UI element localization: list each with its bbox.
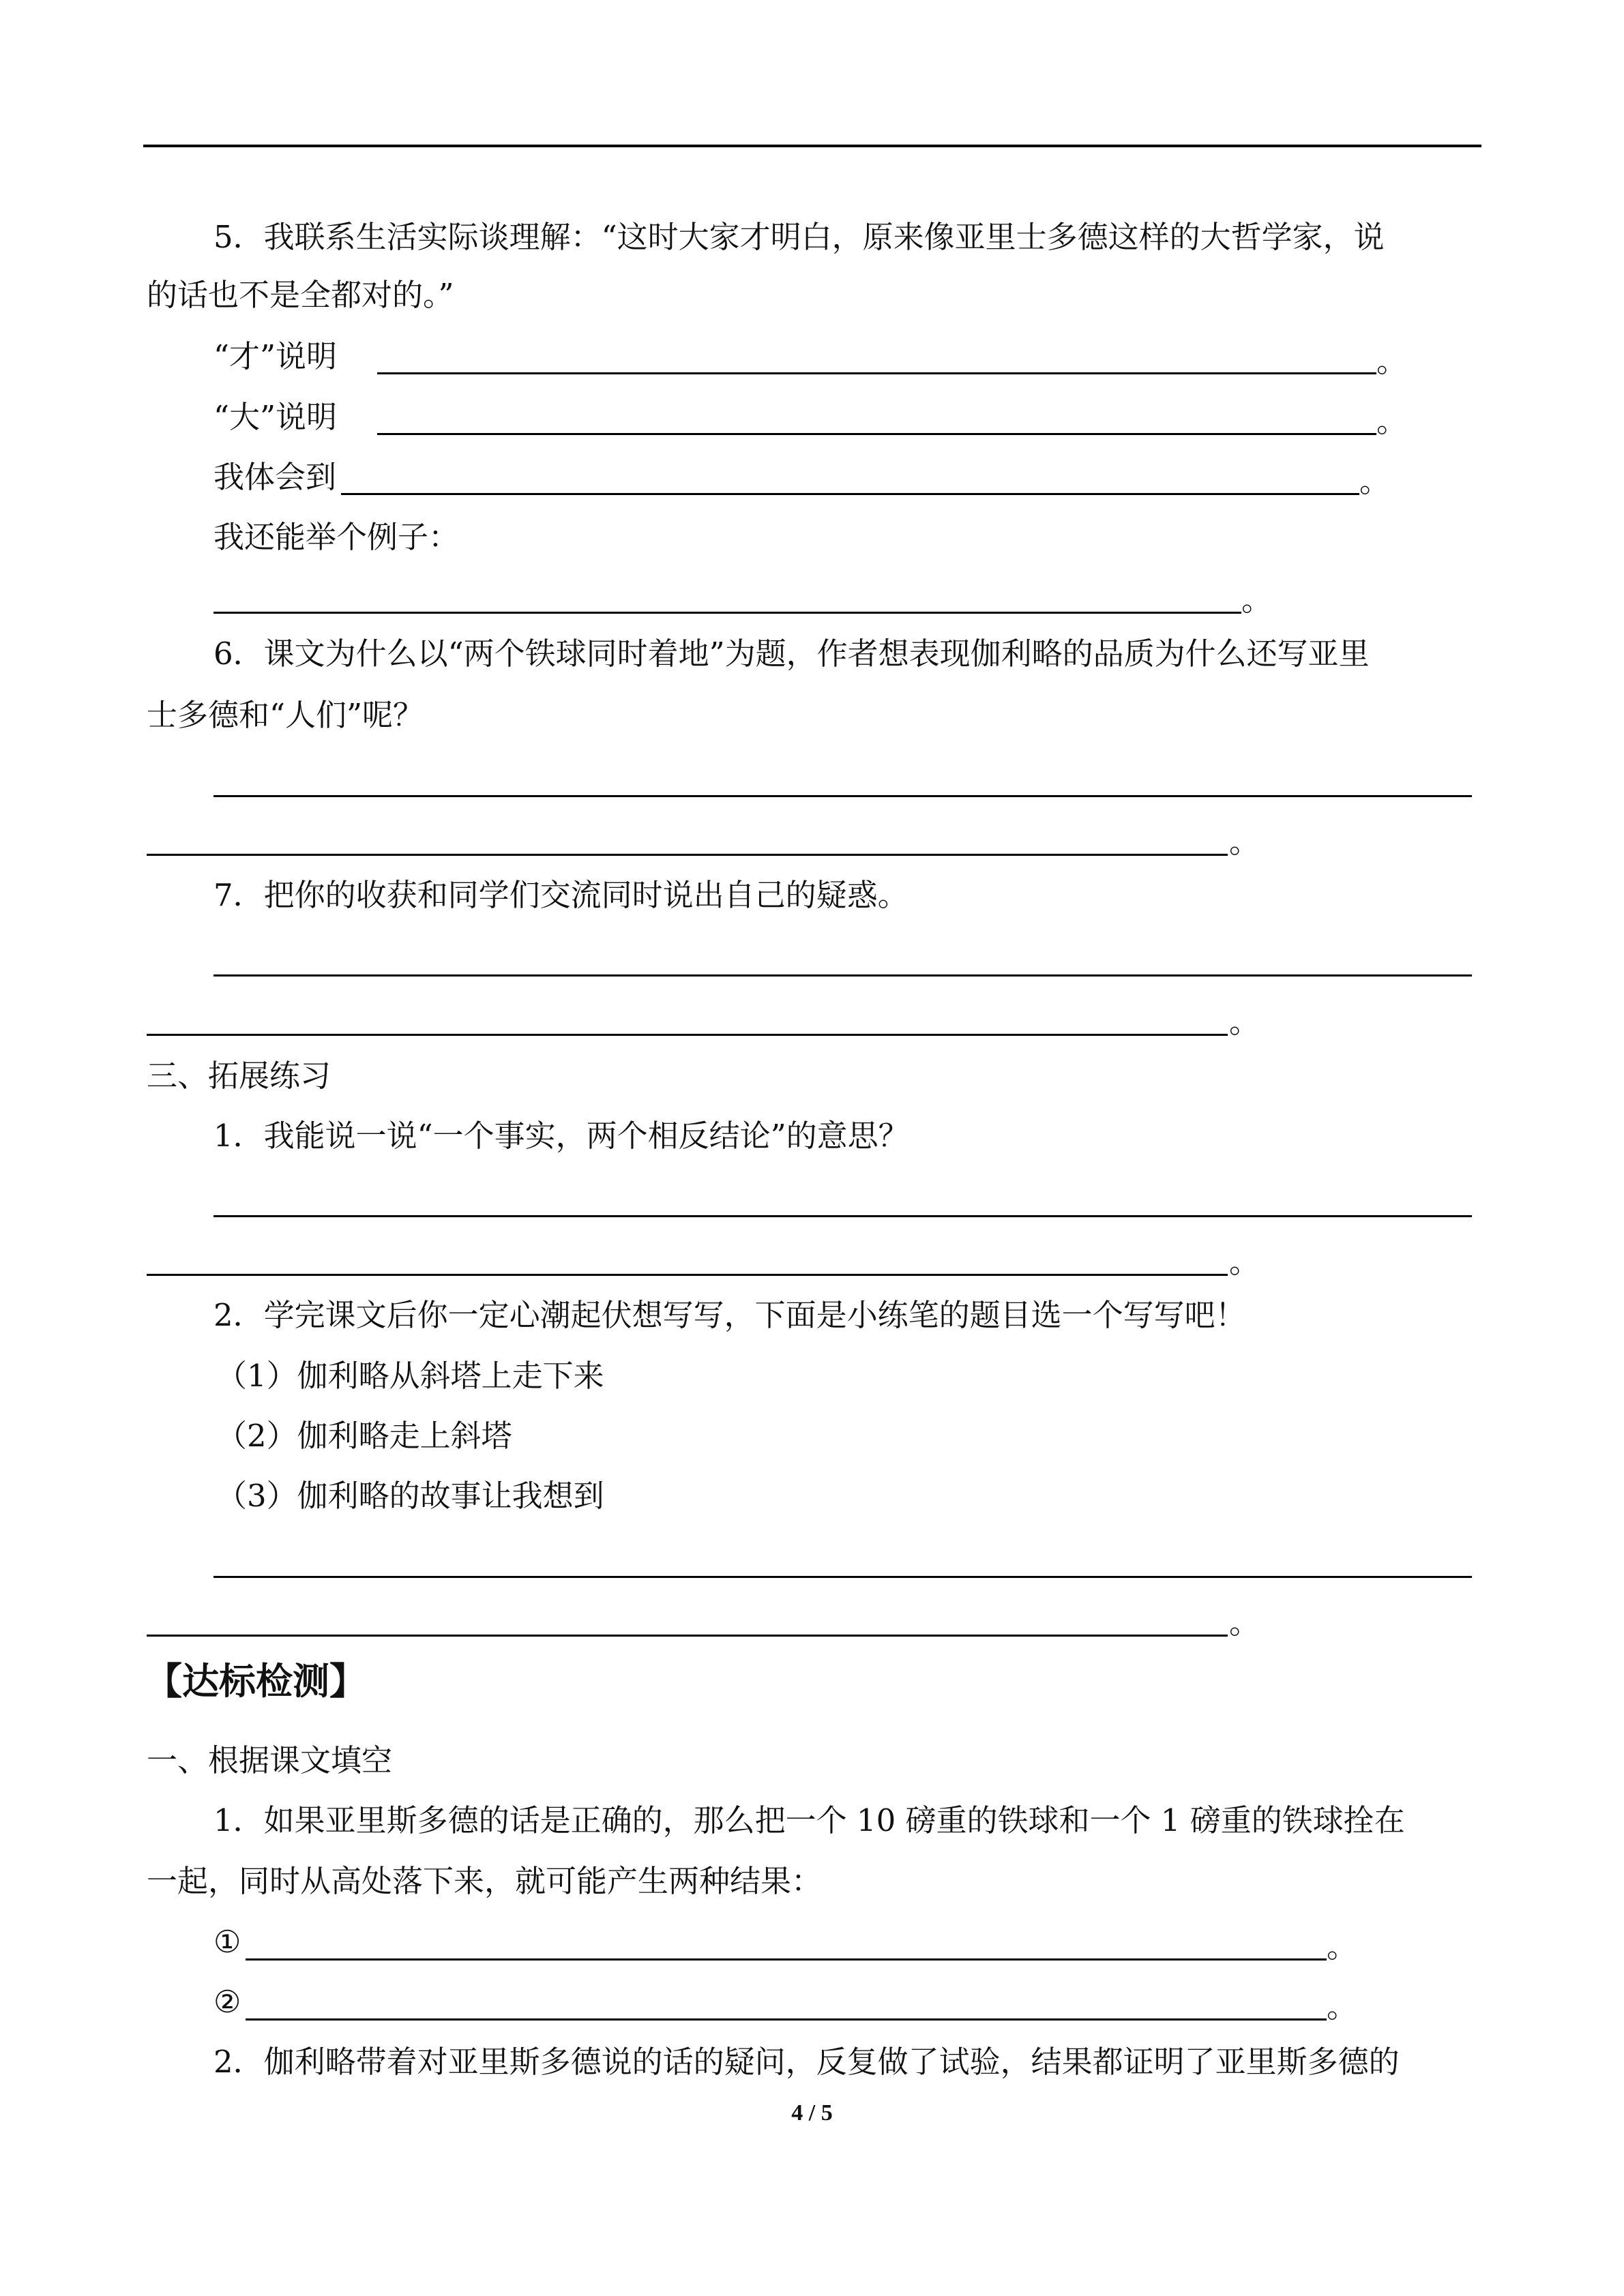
- q5-tihui-end: 。: [1359, 463, 1391, 499]
- q5-cai-end: 。: [1376, 343, 1408, 379]
- s3-q2-end: 。: [1229, 1605, 1260, 1641]
- result-2-blank[interactable]: [246, 2018, 1327, 2021]
- q6-blank-1[interactable]: [213, 795, 1472, 797]
- q5-cai-blank[interactable]: [377, 372, 1376, 374]
- q5-line1: 5．我联系生活实际谈理解：“这时大家才明白，原来像亚里士多德这样的大哲学家，说: [213, 219, 1385, 255]
- q5-da-blank[interactable]: [377, 433, 1376, 435]
- q6-line2: 士多德和“人们”呢？: [147, 697, 424, 733]
- page-number: 4 / 5: [791, 2100, 833, 2126]
- q5-example-blank[interactable]: [213, 612, 1241, 614]
- s3-q1-end: 。: [1229, 1244, 1260, 1280]
- s3-q1-blank-1[interactable]: [213, 1215, 1472, 1217]
- s3-q2: 2．学完课文后你一定心潮起伏想写写，下面是小练笔的题目选一个写写吧！: [213, 1297, 1246, 1333]
- q5-line2: 的话也不是全都对的。”: [147, 277, 454, 313]
- result-1-blank[interactable]: [246, 1958, 1327, 1960]
- q6-end: 。: [1229, 824, 1260, 860]
- s3-option-1: （1）伽利略从斜塔上走下来: [216, 1358, 604, 1394]
- q7-blank-2[interactable]: [147, 1034, 1228, 1036]
- s3-q1-blank-2[interactable]: [147, 1274, 1228, 1276]
- s3-q2-blank-1[interactable]: [213, 1576, 1472, 1578]
- q5-da-label: “大”说明: [213, 399, 338, 435]
- assessment-part1-title: 一、根据课文填空: [147, 1742, 393, 1778]
- section3-title: 三、拓展练习: [147, 1058, 331, 1094]
- q5-cai-label: “才”说明: [213, 338, 338, 374]
- result-2-marker: ②: [213, 1984, 241, 2020]
- assessment-q1-line2: 一起，同时从高处落下来，就可能产生两种结果：: [147, 1863, 823, 1899]
- s3-option-2: （2）伽利略走上斜塔: [216, 1418, 512, 1454]
- q6-line1: 6．课文为什么以“两个铁球同时着地”为题，作者想表现伽利略的品质为什么还写亚里: [213, 636, 1370, 672]
- result-1-marker: ①: [213, 1924, 241, 1960]
- result-2-end: 。: [1327, 1988, 1358, 2025]
- q7-end: 。: [1229, 1004, 1260, 1040]
- assessment-q1-line1: 1．如果亚里斯多德的话是正确的，那么把一个 10 磅重的铁球和一个 1 磅重的铁球拴在: [213, 1802, 1405, 1838]
- header-rule: [143, 145, 1481, 147]
- q5-tihui-label: 我体会到: [213, 459, 337, 495]
- s3-option-3: （3）伽利略的故事让我想到: [216, 1478, 604, 1514]
- q5-example-end: 。: [1241, 582, 1273, 618]
- q5-da-end: 。: [1376, 403, 1408, 439]
- assessment-q2-line1: 2．伽利略带着对亚里斯多德说的话的疑问，反复做了试验，结果都证明了亚里斯多德的: [213, 2044, 1400, 2080]
- q5-example-label: 我还能举个例子：: [213, 519, 460, 555]
- q6-blank-2[interactable]: [147, 854, 1228, 856]
- result-1-end: 。: [1327, 1928, 1358, 1965]
- assessment-heading: 【达标检测】: [145, 1660, 366, 1703]
- s3-q1: 1．我能说一说“一个事实，两个相反结论”的意思？: [213, 1118, 909, 1154]
- q7-blank-1[interactable]: [213, 974, 1472, 976]
- q5-tihui-blank[interactable]: [341, 493, 1359, 495]
- s3-q2-blank-2[interactable]: [147, 1635, 1228, 1637]
- q7-line1: 7．把你的收获和同学们交流同时说出自己的疑惑。: [213, 877, 909, 913]
